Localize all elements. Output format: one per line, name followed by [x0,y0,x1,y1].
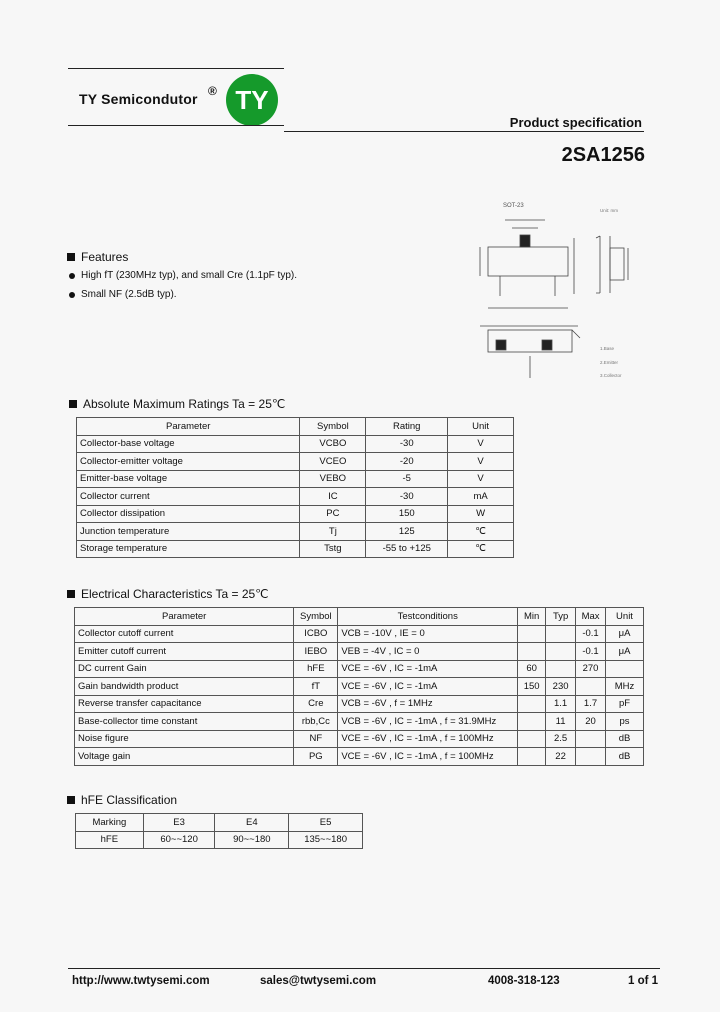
table-cell: 230 [546,678,576,696]
table-row [77,523,514,541]
header-cell: Parameter [77,418,300,436]
table-cell [518,625,546,643]
feature-item [69,289,177,300]
table-cell: -0.1 [576,643,606,661]
table-cell: -30 [366,488,448,506]
table-cell: 1.1 [546,695,576,713]
table-cell: Collector-emitter voltage [77,453,300,471]
square-bullet-icon [69,400,77,408]
table-cell: Collector-base voltage [77,435,300,453]
footer-rule [68,968,660,969]
table-cell: PG [294,748,338,766]
table-cell: Base-collector time constant [75,713,294,731]
table-cell: -55 to +125 [366,540,448,558]
pin-label-2: 2.Emitter [600,360,619,365]
table-cell: NF [294,730,338,748]
table-cell: IEBO [294,643,338,661]
page-number: 1 of 1 [628,975,659,987]
table-cell: 135~~180 [289,831,363,849]
header-cell: Marking [76,814,144,832]
table-cell: 20 [576,713,606,731]
table-cell [576,748,606,766]
table-cell: VCE = -6V , IC = -1mA , f = 100MHz [338,730,518,748]
table-cell: Collector dissipation [77,505,300,523]
features-heading [67,250,128,264]
table-cell: IC [300,488,366,506]
table-cell: Tstg [300,540,366,558]
email-link[interactable]: sales@twtysemi.com [260,975,377,987]
table-cell: rbb,Cc [294,713,338,731]
table-cell: -0.1 [576,625,606,643]
table-row [75,748,644,766]
table-row [75,695,644,713]
table-cell: Cre [294,695,338,713]
table-cell [546,625,576,643]
package-name: SOT-23 [503,203,524,209]
table-cell: dB [606,748,644,766]
feature-item [69,270,297,281]
hfe-heading [67,793,177,807]
table-cell: PC [300,505,366,523]
header-cell: Parameter [75,608,294,626]
pin-label-1: 1.Base [600,346,615,351]
top-view [480,220,574,308]
table-cell: Gain bandwidth product [75,678,294,696]
square-bullet-icon [67,253,75,261]
table-cell: V [448,470,514,488]
electrical-table [74,607,644,766]
pin-label-3: 3.Collector [600,373,622,378]
header-cell: Typ [546,608,576,626]
table-cell [518,643,546,661]
hfe-title: hFE Classification [81,793,178,807]
table-cell: 90~~180 [215,831,289,849]
table-cell: hFE [294,660,338,678]
table-cell: Storage temperature [77,540,300,558]
table-cell: VEBO [300,470,366,488]
header-cell: E3 [143,814,215,832]
table-cell: VEB = -4V , IC = 0 [338,643,518,661]
table-cell: Tj [300,523,366,541]
feature-text: High fT (230MHz typ), and small Cre (1.1pF typ). [81,270,297,281]
header-cell: Symbol [294,608,338,626]
table-row [75,678,644,696]
table-cell: MHz [606,678,644,696]
table-cell: 270 [576,660,606,678]
header-cell: Unit [606,608,644,626]
square-bullet-icon [67,590,75,598]
table-cell: ps [606,713,644,731]
table-cell: DC current Gain [75,660,294,678]
table-cell: 150 [518,678,546,696]
table-row [75,660,644,678]
table-cell: Emitter-base voltage [77,470,300,488]
table-header-row [76,814,363,832]
unit-label: Unit: mm [600,208,618,213]
table-row [77,488,514,506]
table-cell: hFE [76,831,144,849]
table-cell: 1.7 [576,695,606,713]
table-cell: VCE = -6V , IC = -1mA [338,678,518,696]
electrical-title: Electrical Characteristics Ta = 25℃ [81,587,269,601]
table-cell: 22 [546,748,576,766]
table-cell: VCE = -6V , IC = -1mA , f = 100MHz [338,748,518,766]
table-cell: Junction temperature [77,523,300,541]
abs-max-table [76,417,514,558]
table-cell [518,695,546,713]
table-cell: VCB = -10V , IE = 0 [338,625,518,643]
header-cell: Unit [448,418,514,436]
abs-max-heading [69,397,285,411]
header-cell: E5 [289,814,363,832]
table-row [77,470,514,488]
table-cell: 11 [546,713,576,731]
brand-name: TY Semicondutor [79,91,198,107]
table-row [77,453,514,471]
table-cell: V [448,435,514,453]
table-cell: ICBO [294,625,338,643]
side-view [596,236,628,293]
table-row [77,540,514,558]
table-row [77,505,514,523]
table-cell: 60 [518,660,546,678]
dot-bullet-icon [69,273,75,279]
table-cell [546,643,576,661]
doc-type: Product specification [509,115,642,130]
phone-number: 4008-318-123 [488,975,560,987]
logo-text: TY [235,84,269,115]
table-header-row [75,608,644,626]
square-bullet-icon [67,796,75,804]
header-cell: Symbol [300,418,366,436]
header-cell: Testconditions [338,608,518,626]
table-cell: fT [294,678,338,696]
header-cell: E4 [215,814,289,832]
dot-bullet-icon [69,292,75,298]
features-title: Features [81,250,129,264]
bottom-view [480,326,580,378]
table-row [75,713,644,731]
table-cell: W [448,505,514,523]
table-cell: pF [606,695,644,713]
table-cell: Collector current [77,488,300,506]
table-cell: VCBO [300,435,366,453]
table-cell: ℃ [448,540,514,558]
table-cell: Reverse transfer capacitance [75,695,294,713]
table-cell [576,730,606,748]
table-cell: -20 [366,453,448,471]
table-cell: 150 [366,505,448,523]
table-cell [546,660,576,678]
table-cell: -30 [366,435,448,453]
table-cell: Voltage gain [75,748,294,766]
table-cell: Emitter cutoff current [75,643,294,661]
table-cell: 125 [366,523,448,541]
table-cell: V [448,453,514,471]
header-cell: Min [518,608,546,626]
table-cell: ℃ [448,523,514,541]
feature-text: Small NF (2.5dB typ). [81,289,177,300]
hfe-table [75,813,363,849]
table-cell: Collector cutoff current [75,625,294,643]
table-cell: VCEO [300,453,366,471]
table-cell [518,730,546,748]
table-cell: VCB = -6V , f = 1MHz [338,695,518,713]
table-header-row [77,418,514,436]
website-link[interactable]: http://www.twtysemi.com [72,975,210,987]
table-cell: 60~~120 [143,831,215,849]
electrical-heading [67,587,269,601]
ty-logo [226,74,278,126]
table-cell: dB [606,730,644,748]
table-row [75,625,644,643]
header-cell: Max [576,608,606,626]
abs-max-title: Absolute Maximum Ratings Ta = 25℃ [83,397,286,411]
table-row [76,831,363,849]
header-cell: Rating [366,418,448,436]
table-cell: μA [606,625,644,643]
table-cell: 2.5 [546,730,576,748]
header-rule-left [68,125,284,126]
table-row [77,435,514,453]
package-drawing [470,198,650,388]
table-row [75,730,644,748]
table-cell: μA [606,643,644,661]
part-number: 2SA1256 [561,144,645,166]
table-cell [606,660,644,678]
registered-mark: ® [208,84,217,98]
header-rule-top [68,68,284,69]
table-cell: Noise figure [75,730,294,748]
table-cell: mA [448,488,514,506]
table-cell: -5 [366,470,448,488]
header-rule-right [284,131,644,132]
table-cell: VCB = -6V , IC = -1mA , f = 31.9MHz [338,713,518,731]
table-cell [518,713,546,731]
table-row [75,643,644,661]
table-cell: VCE = -6V , IC = -1mA [338,660,518,678]
table-cell [518,748,546,766]
table-cell [576,678,606,696]
